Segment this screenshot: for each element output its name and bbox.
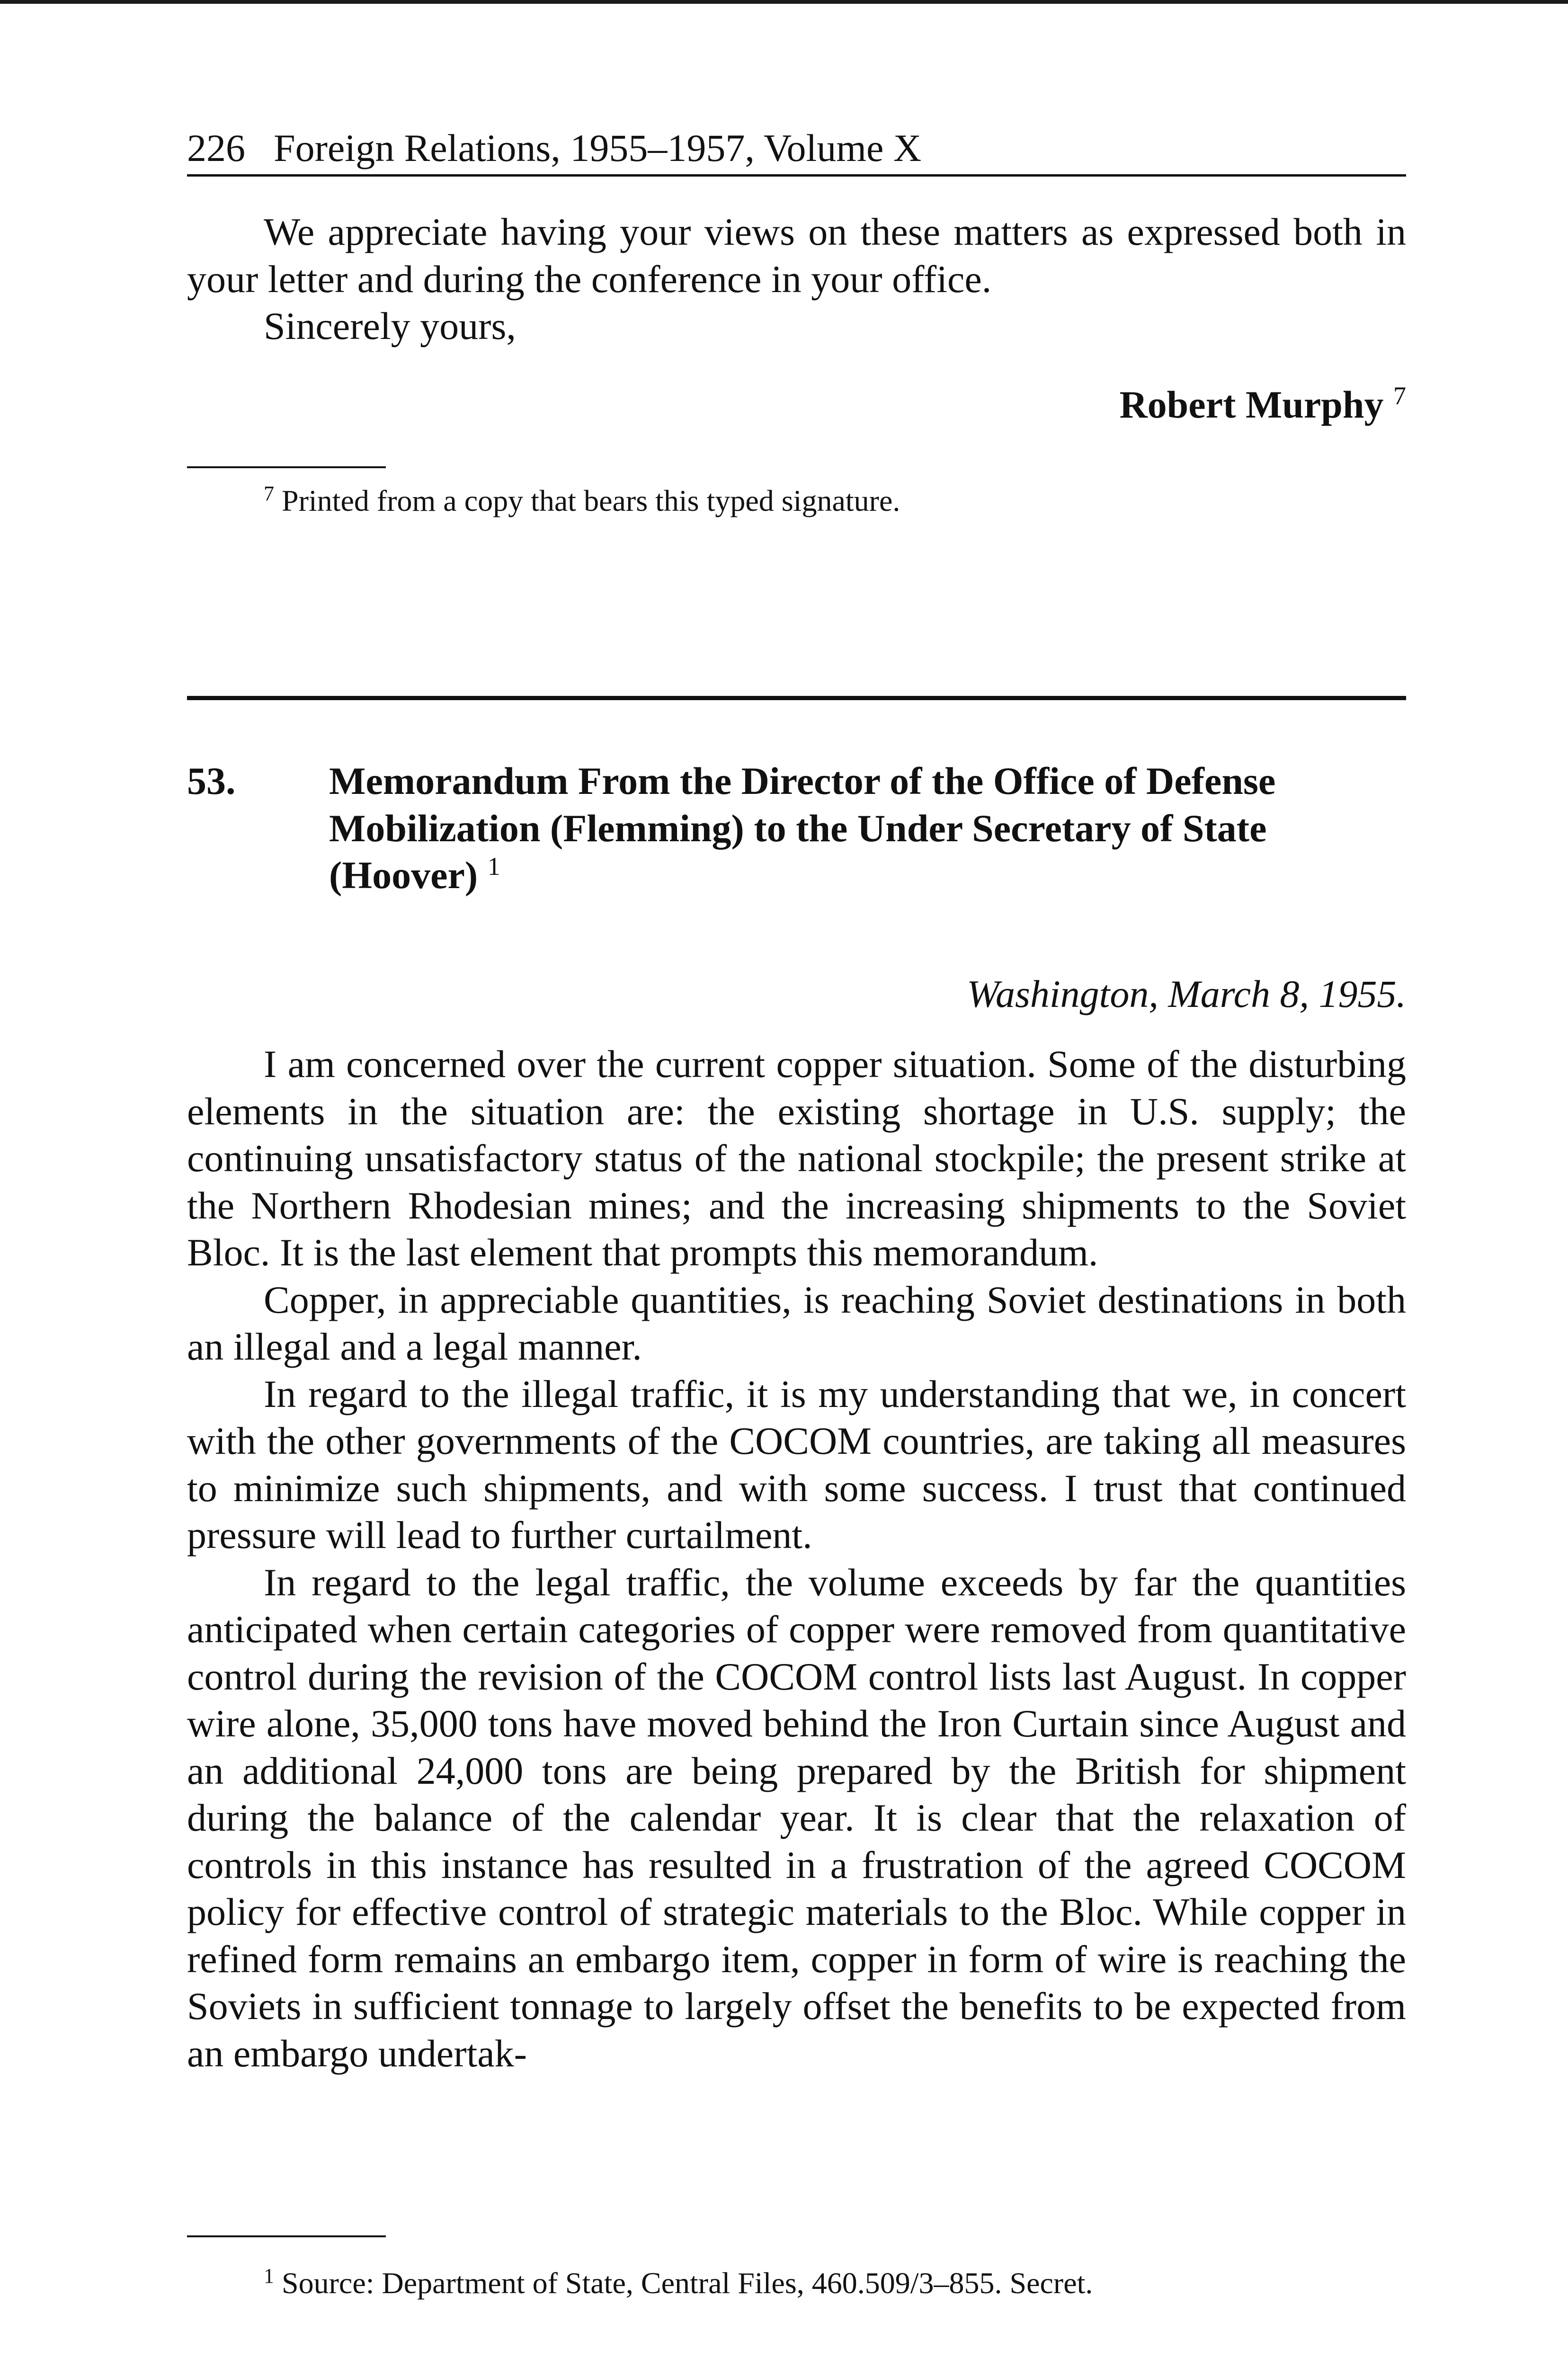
footnote-rule bbox=[187, 466, 386, 468]
footnote-7 bbox=[264, 482, 900, 520]
footnote-ref-7: 7 bbox=[1393, 382, 1406, 410]
signature-name: Robert Murphy bbox=[1119, 383, 1384, 426]
scan-top-edge bbox=[0, 0, 1568, 4]
footnote-marker: 1 bbox=[264, 2264, 274, 2287]
letter-final-paragraph: We appreciate having your views on these matters as expressed both in your letter and during the conference in your office. bbox=[187, 210, 1406, 301]
document-number: 53. bbox=[187, 759, 236, 802]
body-paragraph: In regard to the illegal traffic, it is my understanding that we, in concert with the other governments of the COCOM countries, are taking all measures to minimize such shipments, and with some success. I trust that continued pressure will lead to further curtailment. bbox=[187, 1372, 1406, 1557]
memorandum-body bbox=[187, 1041, 1406, 2077]
volume-title: Foreign Relations, 1955–1957, Volume X bbox=[274, 126, 922, 169]
letter-complimentary-close: Sincerely yours, bbox=[264, 304, 516, 347]
page-number: 226 bbox=[187, 126, 245, 169]
section-divider bbox=[187, 696, 1406, 700]
body-paragraph: I am concerned over the current copper situation. Some of the disturbing elements in the situation are: the existing shortage in U.S. supply; the continuing unsatisfactory status of the national stockpile; the present strike at the Northern Rhodesian mines; and the increasing shipments to the Soviet Bloc. It is the last element that prompts this memorandum. bbox=[187, 1042, 1406, 1274]
document-heading bbox=[329, 757, 1406, 899]
document-title: Memorandum From the Director of the Office of Defense Mobilization (Flemming) to the Under Secretary of State (Hoover) bbox=[329, 759, 1276, 897]
footnote-ref-1: 1 bbox=[487, 852, 500, 881]
running-head bbox=[187, 122, 1406, 177]
dateline: Washington, March 8, 1955. bbox=[967, 972, 1406, 1015]
footnote-1 bbox=[264, 2264, 1093, 2302]
signature-line bbox=[1119, 381, 1406, 428]
body-paragraph: Copper, in appreciable quantities, is reaching Soviet destinations in both an illegal and a legal manner. bbox=[187, 1278, 1406, 1368]
letter-closing-block bbox=[187, 208, 1406, 350]
footnote-text: Source: Department of State, Central Files, 460.509/3–855. Secret. bbox=[282, 2266, 1093, 2300]
footnote-text: Printed from a copy that bears this typed signature. bbox=[282, 484, 900, 517]
footnote-marker: 7 bbox=[264, 482, 274, 505]
body-paragraph: In regard to the legal traffic, the volume exceeds by far the quantities anticipated when certain categories of copper were removed from quantitative control during the revision of the COCOM control lists last August. In copper wire alone, 35,000 tons have moved behind the Iron Curtain since August and an additional 24,000 tons are being prepared by the British for shipment during the balance of the calendar year. It is clear that the relaxation of controls in this instance has resulted in a frustration of the agreed COCOM policy for effective control of strategic materials to the Bloc. While copper in refined form remains an embargo item, copper in form of wire is reaching the Soviets in sufficient tonnage to largely offset the benefits to be expected from an embargo undertak- bbox=[187, 1560, 1406, 2075]
footnote-rule bbox=[187, 2235, 386, 2237]
